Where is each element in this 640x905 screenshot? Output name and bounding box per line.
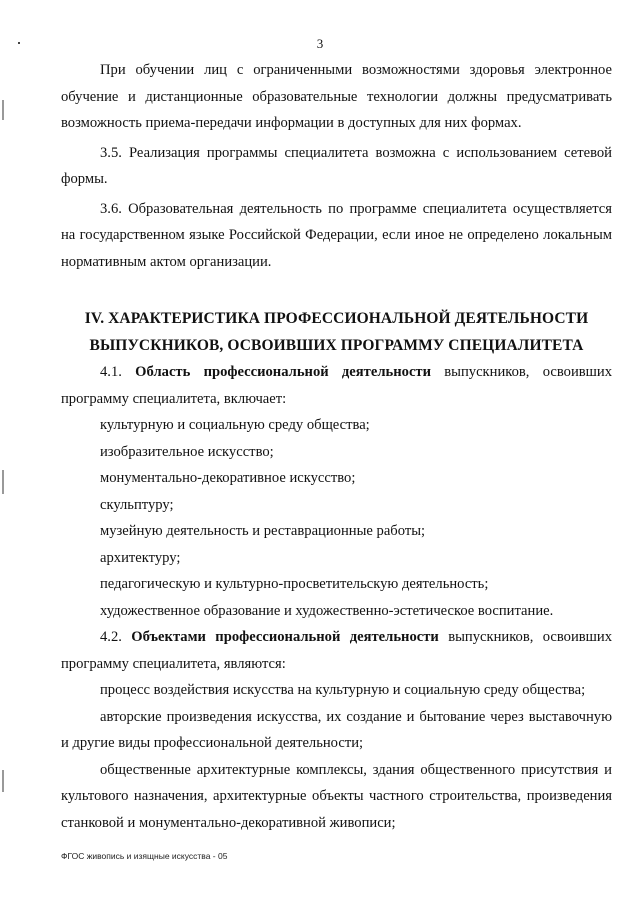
section-heading-line-1: IV. ХАРАКТЕРИСТИКА ПРОФЕССИОНАЛЬНОЙ ДЕЯТЕЛЬНОСТИ [84, 310, 589, 327]
object-item: общественные архитектурные комплексы, здания общественного присутствия и культового назначения, архитектурные объекты частного строительства, произведения станковой и монументально-декоративной живописи; [61, 761, 612, 831]
document-footer: ФГОС живопись и изящные искусства - 05 [61, 851, 228, 861]
paragraph-4-1-number: 4.1. [100, 364, 122, 380]
area-item: скульптуру; [100, 496, 174, 513]
paragraph-3-6: 3.6. Образовательная деятельность по программе специалитета осуществляется на государственном языке Российской Федерации, если иное не определено локальным нормативным актом организации. [61, 200, 612, 270]
section-heading [61, 305, 612, 359]
area-item: изобразительное искусство; [100, 443, 274, 460]
paragraph-4-1-text: выпускников, освоивших программу специалитета, включает: [61, 364, 612, 407]
area-item: культурную и социальную среду общества; [100, 417, 370, 433]
object-item: авторские произведения искусства, их создание и бытование через выставочную и другие виды профессиональной деятельности; [61, 708, 612, 751]
area-item: монументально-декоративное искусство; [100, 470, 356, 486]
area-item: архитектуру; [100, 549, 181, 566]
section-heading-line-2: ВЫПУСКНИКОВ, ОСВОИВШИХ ПРОГРАММУ СПЕЦИАЛИТЕТА [89, 337, 584, 354]
scan-edge-mark [2, 470, 4, 494]
scan-edge-mark [2, 770, 4, 792]
paragraph-4-1-term: Область профессиональной деятельности [135, 364, 431, 380]
paragraph-4-1 [61, 359, 612, 412]
page-number: 3 [316, 36, 324, 51]
area-item: педагогическую и культурно-просветительскую деятельность; [100, 576, 489, 592]
area-item: художественное образование и художественно-эстетическое воспитание. [100, 602, 554, 619]
paragraph-disabilities: При обучении лиц с ограниченными возможностями здоровья электронное обучение и дистанционные образовательные технологии должны предусматривать возможность приема-передачи информации в доступных для них формах. [61, 62, 612, 131]
paragraph-4-2-text: выпускников, освоивших программу специалитета, являются: [61, 629, 613, 672]
area-item: музейную деятельность и реставрационные работы; [100, 523, 426, 539]
document-body [61, 57, 612, 836]
paragraph-3-5: 3.5. Реализация программы специалитета возможна с использованием сетевой формы. [61, 144, 612, 187]
scan-edge-mark [2, 100, 4, 120]
paragraph-4-2-term: Объектами профессиональной деятельности [131, 629, 439, 645]
paragraph-4-2-number: 4.2. [100, 629, 122, 645]
object-item: процесс воздействия искусства на культурную и социальную среду общества; [100, 682, 586, 698]
paragraph-4-2 [61, 624, 612, 677]
